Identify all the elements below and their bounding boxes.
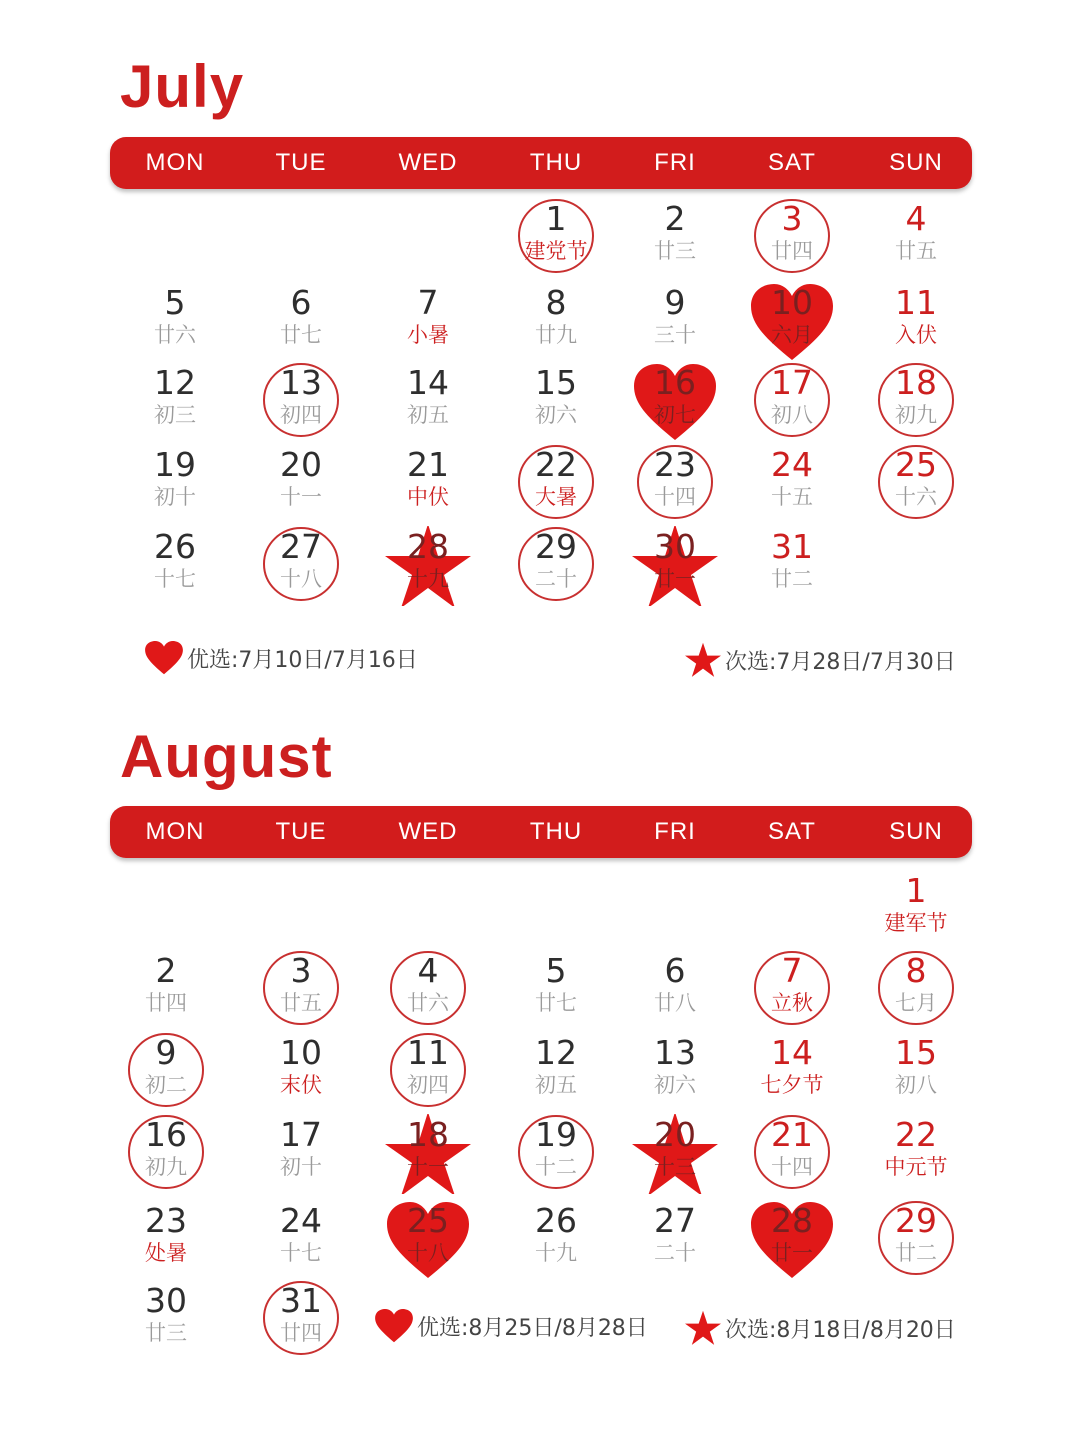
day-number: 23 — [145, 1201, 187, 1240]
day-cell — [130, 362, 220, 442]
day-number: 30 — [654, 527, 696, 566]
lunar-date: 初九 — [145, 1155, 187, 1179]
lunar-date: 廿五 — [895, 239, 937, 263]
weekday-fri: FRI — [654, 818, 696, 845]
day-number: 9 — [664, 283, 686, 322]
day-number: 20 — [280, 445, 322, 484]
day-number: 9 — [155, 1033, 177, 1072]
lunar-date: 廿七 — [280, 323, 322, 347]
day-cell — [871, 444, 961, 524]
lunar-date: 廿六 — [154, 323, 196, 347]
day-number: 15 — [535, 363, 577, 402]
day-cell — [511, 1200, 601, 1280]
lunar-date: 初十 — [154, 485, 196, 509]
lunar-date: 七月 — [895, 991, 937, 1015]
day-number: 7 — [781, 951, 803, 990]
day-number: 31 — [280, 1281, 322, 1320]
legend-primary-august — [375, 1306, 648, 1346]
lunar-date: 十八 — [280, 567, 322, 591]
day-number: 21 — [771, 1115, 813, 1154]
lunar-date: 初二 — [145, 1073, 187, 1097]
day-cell — [747, 362, 837, 442]
lunar-date: 廿一 — [771, 1241, 813, 1265]
day-number: 5 — [164, 283, 186, 322]
day-cell — [383, 1200, 473, 1280]
day-cell — [747, 950, 837, 1030]
legend-primary-text: 优选:7月10日/7月16日 — [187, 647, 418, 673]
lunar-date: 中伏 — [407, 485, 449, 509]
lunar-date: 廿三 — [145, 1321, 187, 1345]
lunar-date: 廿一 — [654, 567, 696, 591]
lunar-date: 十九 — [535, 1241, 577, 1265]
star-icon — [685, 642, 721, 678]
day-cell — [511, 362, 601, 442]
day-cell — [383, 362, 473, 442]
day-cell — [383, 444, 473, 524]
lunar-date: 廿七 — [535, 991, 577, 1015]
lunar-date: 初五 — [535, 1073, 577, 1097]
day-cell — [383, 950, 473, 1030]
day-number: 8 — [545, 283, 567, 322]
day-cell — [256, 1114, 346, 1194]
lunar-date: 十六 — [895, 485, 937, 509]
lunar-date: 初三 — [154, 403, 196, 427]
day-number: 2 — [664, 199, 686, 238]
lunar-date: 末伏 — [280, 1073, 322, 1097]
day-number: 20 — [654, 1115, 696, 1154]
day-cell — [871, 362, 961, 442]
day-number: 19 — [154, 445, 196, 484]
day-cell — [630, 444, 720, 524]
day-cell — [871, 870, 961, 950]
day-cell — [871, 1032, 961, 1112]
day-cell — [130, 444, 220, 524]
day-cell — [871, 950, 961, 1030]
day-number: 12 — [154, 363, 196, 402]
day-cell — [747, 444, 837, 524]
day-cell — [871, 1200, 961, 1280]
day-number: 6 — [664, 951, 686, 990]
lunar-date: 十四 — [654, 485, 696, 509]
lunar-date: 十七 — [280, 1241, 322, 1265]
day-number: 7 — [417, 283, 439, 322]
day-number: 14 — [771, 1033, 813, 1072]
lunar-date: 初四 — [280, 403, 322, 427]
legend-secondary-text: 次选:8月18日/8月20日 — [725, 1317, 956, 1343]
day-number: 13 — [654, 1033, 696, 1072]
lunar-date: 初六 — [654, 1073, 696, 1097]
day-number: 3 — [781, 199, 803, 238]
day-number: 24 — [771, 445, 813, 484]
day-cell — [256, 1200, 346, 1280]
day-cell — [871, 1114, 961, 1194]
lunar-date: 二十 — [535, 567, 577, 591]
day-number: 28 — [771, 1201, 813, 1240]
lunar-date: 十九 — [407, 567, 449, 591]
lunar-date: 廿二 — [771, 567, 813, 591]
day-number: 6 — [290, 283, 312, 322]
day-number: 17 — [280, 1115, 322, 1154]
day-number: 13 — [280, 363, 322, 402]
lunar-date: 十二 — [535, 1155, 577, 1179]
day-cell — [747, 1200, 837, 1280]
lunar-date: 十一 — [407, 1155, 449, 1179]
day-number: 22 — [895, 1115, 937, 1154]
day-cell — [511, 950, 601, 1030]
weekday-sun: SUN — [889, 149, 943, 176]
day-cell — [747, 198, 837, 278]
day-number: 3 — [290, 951, 312, 990]
lunar-date: 廿四 — [771, 239, 813, 263]
lunar-date: 十八 — [407, 1241, 449, 1265]
weekday-mon: MON — [145, 149, 205, 176]
day-number: 26 — [535, 1201, 577, 1240]
day-cell — [630, 1114, 720, 1194]
day-number: 27 — [654, 1201, 696, 1240]
lunar-date: 大暑 — [535, 485, 577, 509]
day-number: 25 — [407, 1201, 449, 1240]
lunar-date: 初八 — [771, 403, 813, 427]
day-number: 17 — [771, 363, 813, 402]
day-number: 8 — [905, 951, 927, 990]
day-number: 28 — [407, 527, 449, 566]
lunar-date: 初五 — [407, 403, 449, 427]
day-number: 27 — [280, 527, 322, 566]
heart-icon — [145, 641, 183, 675]
day-cell — [256, 950, 346, 1030]
day-cell — [511, 282, 601, 362]
lunar-date: 十四 — [771, 1155, 813, 1179]
day-cell — [511, 526, 601, 606]
lunar-date: 十五 — [771, 485, 813, 509]
day-number: 31 — [771, 527, 813, 566]
day-number: 22 — [535, 445, 577, 484]
day-number: 10 — [280, 1033, 322, 1072]
lunar-date: 六月 — [771, 323, 813, 347]
day-number: 1 — [905, 871, 927, 910]
lunar-date: 廿六 — [407, 991, 449, 1015]
legend-primary-text: 优选:8月25日/8月28日 — [417, 1315, 648, 1341]
lunar-date: 初九 — [895, 403, 937, 427]
day-cell — [130, 282, 220, 362]
lunar-date: 处暑 — [145, 1241, 187, 1265]
day-number: 1 — [545, 199, 567, 238]
weekday-wed: WED — [398, 149, 458, 176]
day-number: 26 — [154, 527, 196, 566]
day-cell — [256, 362, 346, 442]
lunar-date: 廿四 — [280, 1321, 322, 1345]
weekday-wed: WED — [398, 818, 458, 845]
day-cell — [121, 1200, 211, 1280]
day-cell — [256, 1280, 346, 1360]
lunar-date: 廿九 — [535, 323, 577, 347]
day-cell — [630, 1200, 720, 1280]
weekday-header-july — [110, 137, 972, 189]
lunar-date: 建党节 — [524, 239, 588, 263]
lunar-date: 入伏 — [895, 323, 937, 347]
weekday-header-august — [110, 806, 972, 858]
lunar-date: 三十 — [654, 323, 696, 347]
day-cell — [383, 282, 473, 362]
day-cell — [121, 1114, 211, 1194]
day-number: 29 — [895, 1201, 937, 1240]
lunar-date: 廿八 — [654, 991, 696, 1015]
day-cell — [383, 526, 473, 606]
weekday-sat: SAT — [768, 149, 816, 176]
day-cell — [256, 1032, 346, 1112]
lunar-date: 初七 — [654, 403, 696, 427]
day-number: 16 — [145, 1115, 187, 1154]
weekday-fri: FRI — [654, 149, 696, 176]
lunar-date: 十一 — [280, 485, 322, 509]
day-number: 14 — [407, 363, 449, 402]
month-title-august: August — [120, 723, 333, 790]
legend-primary-july — [145, 638, 418, 678]
day-number: 11 — [407, 1033, 449, 1072]
legend-secondary-august — [685, 1308, 956, 1348]
day-cell — [871, 282, 961, 362]
day-cell — [256, 444, 346, 524]
day-number: 10 — [771, 283, 813, 322]
lunar-date: 初八 — [895, 1073, 937, 1097]
day-cell — [747, 1032, 837, 1112]
day-cell — [511, 444, 601, 524]
day-number: 15 — [895, 1033, 937, 1072]
star-icon — [685, 1310, 721, 1346]
day-cell — [630, 282, 720, 362]
day-cell — [747, 282, 837, 362]
day-number: 19 — [535, 1115, 577, 1154]
weekday-thu: THU — [529, 818, 583, 845]
day-cell — [511, 1114, 601, 1194]
day-number: 30 — [145, 1281, 187, 1320]
weekday-mon: MON — [145, 818, 205, 845]
day-number: 24 — [280, 1201, 322, 1240]
day-cell — [630, 950, 720, 1030]
legend-secondary-text: 次选:7月28日/7月30日 — [725, 649, 956, 675]
day-number: 21 — [407, 445, 449, 484]
heart-icon — [375, 1309, 413, 1343]
weekday-sat: SAT — [768, 818, 816, 845]
month-title-july: July — [120, 53, 245, 120]
weekday-sun: SUN — [889, 818, 943, 845]
day-cell — [630, 362, 720, 442]
day-cell — [747, 1114, 837, 1194]
day-cell — [511, 1032, 601, 1112]
day-cell — [121, 1032, 211, 1112]
day-cell — [871, 198, 961, 278]
weekday-thu: THU — [529, 149, 583, 176]
day-cell — [630, 1032, 720, 1112]
day-number: 29 — [535, 527, 577, 566]
weekday-tue: TUE — [275, 149, 327, 176]
lunar-date: 廿三 — [654, 239, 696, 263]
day-cell — [747, 526, 837, 606]
day-cell — [383, 1032, 473, 1112]
day-number: 23 — [654, 445, 696, 484]
day-cell — [256, 282, 346, 362]
day-number: 2 — [155, 951, 177, 990]
day-number: 25 — [895, 445, 937, 484]
lunar-date: 廿四 — [145, 991, 187, 1015]
day-number: 4 — [417, 951, 439, 990]
day-cell — [121, 1280, 211, 1360]
lunar-date: 廿五 — [280, 991, 322, 1015]
lunar-date: 七夕节 — [760, 1073, 824, 1097]
weekday-tue: TUE — [275, 818, 327, 845]
day-number: 18 — [407, 1115, 449, 1154]
lunar-date: 初六 — [535, 403, 577, 427]
day-cell — [511, 198, 601, 278]
day-number: 16 — [654, 363, 696, 402]
lunar-date: 建军节 — [884, 911, 948, 935]
legend-secondary-july — [685, 640, 956, 680]
lunar-date: 初十 — [280, 1155, 322, 1179]
lunar-date: 十七 — [154, 567, 196, 591]
day-number: 12 — [535, 1033, 577, 1072]
day-cell — [121, 950, 211, 1030]
day-cell — [383, 1114, 473, 1194]
lunar-date: 廿二 — [895, 1241, 937, 1265]
lunar-date: 十三 — [654, 1155, 696, 1179]
day-number: 11 — [895, 283, 937, 322]
lunar-date: 二十 — [654, 1241, 696, 1265]
day-cell — [630, 526, 720, 606]
lunar-date: 小暑 — [407, 323, 449, 347]
day-number: 18 — [895, 363, 937, 402]
lunar-date: 立秋 — [771, 991, 813, 1015]
lunar-date: 中元节 — [884, 1155, 948, 1179]
day-number: 5 — [545, 951, 567, 990]
lunar-date: 初四 — [407, 1073, 449, 1097]
day-cell — [256, 526, 346, 606]
day-cell — [130, 526, 220, 606]
day-cell — [630, 198, 720, 278]
day-number: 4 — [905, 199, 927, 238]
